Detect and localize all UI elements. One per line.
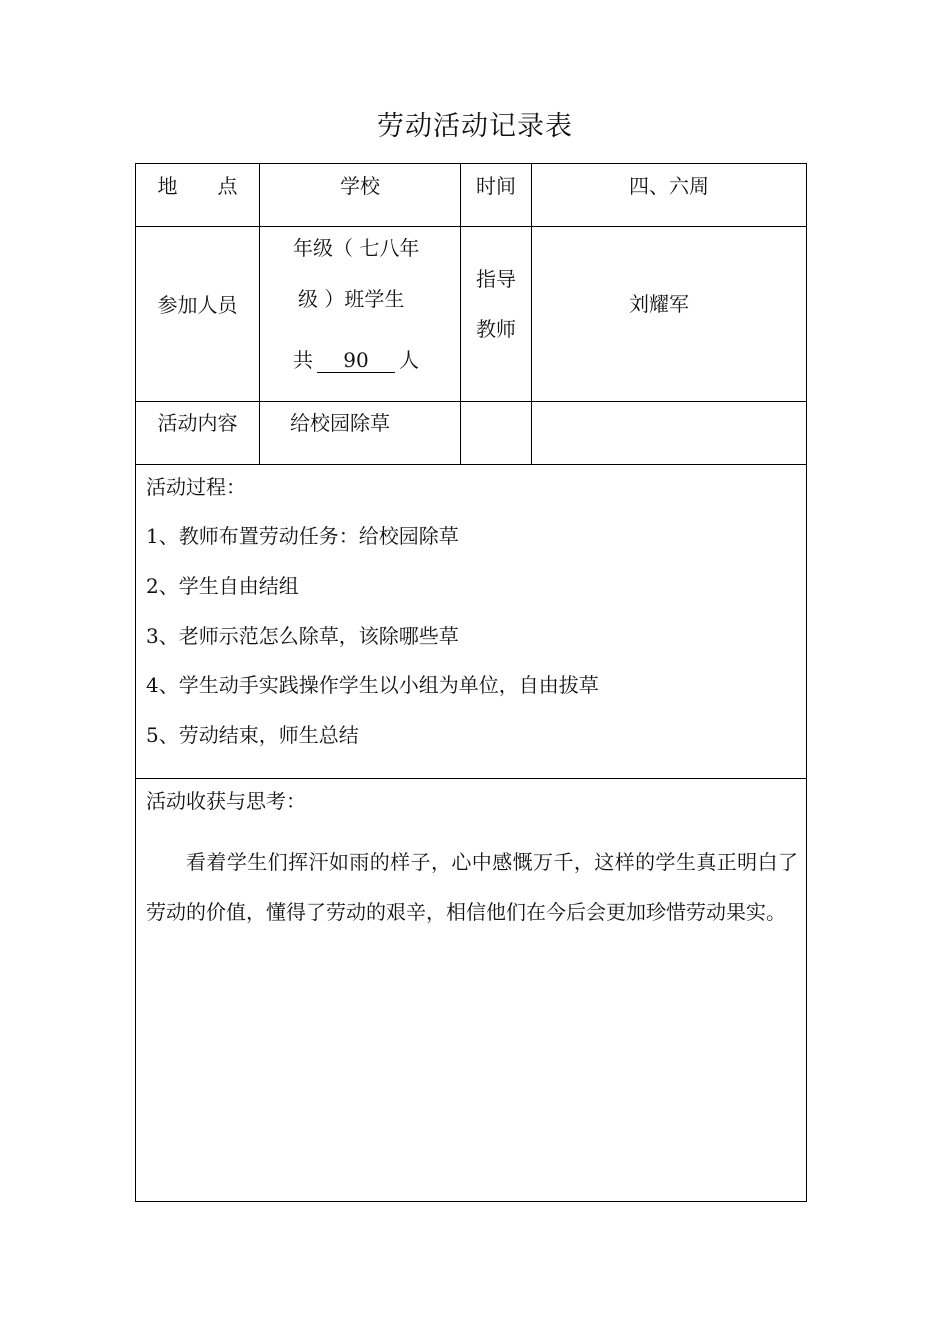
participants-label: 参加人员 <box>157 293 238 317</box>
process-step: 1、教师布置劳动任务：给校园除草 <box>146 524 459 548</box>
record-table <box>135 163 807 1202</box>
teacher-label-line2: 教师 <box>476 317 516 341</box>
count-suffix: 人 <box>399 348 419 372</box>
row-divider <box>136 401 806 402</box>
content-value: 给校园除草 <box>290 411 390 435</box>
reflection-text: 看着学生们挥汗如雨的样子，心中感慨万千，这样的学生真正明白了劳动的价值，懂得了劳动的艰辛，相信他们在今后会更加珍惜劳动果实。 <box>146 850 798 924</box>
process-step: 5、劳动结束，师生总结 <box>146 723 359 747</box>
teacher-value: 刘耀军 <box>629 292 689 316</box>
row-divider <box>136 464 806 465</box>
column-divider <box>460 164 461 464</box>
count-prefix: 共 <box>293 348 313 372</box>
column-divider <box>259 164 260 464</box>
process-step: 3、老师示范怎么除草，该除哪些草 <box>146 624 459 648</box>
row-divider <box>136 778 806 779</box>
time-label: 时间 <box>476 174 516 198</box>
teacher-label-line1: 指导 <box>476 267 516 291</box>
process-step: 2、学生自由结组 <box>146 574 299 598</box>
count-value: 90 <box>317 350 395 373</box>
location-label: 地 点 <box>157 174 238 198</box>
reflection-heading: 活动收获与思考： <box>146 789 306 813</box>
process-step: 4、学生动手实践操作学生以小组为单位，自由拔草 <box>146 673 599 697</box>
participants-count <box>293 350 419 373</box>
content-label: 活动内容 <box>157 411 238 435</box>
location-value: 学校 <box>340 174 380 198</box>
row-divider <box>136 226 806 227</box>
column-divider <box>531 164 532 464</box>
process-heading: 活动过程： <box>146 475 246 499</box>
participants-grade-line2: 级 ）班学生 <box>298 287 405 311</box>
time-value: 四、六周 <box>629 174 709 198</box>
participants-grade-line1: 年级（ 七八年 <box>293 236 420 260</box>
page-title: 劳动活动记录表 <box>377 111 573 142</box>
